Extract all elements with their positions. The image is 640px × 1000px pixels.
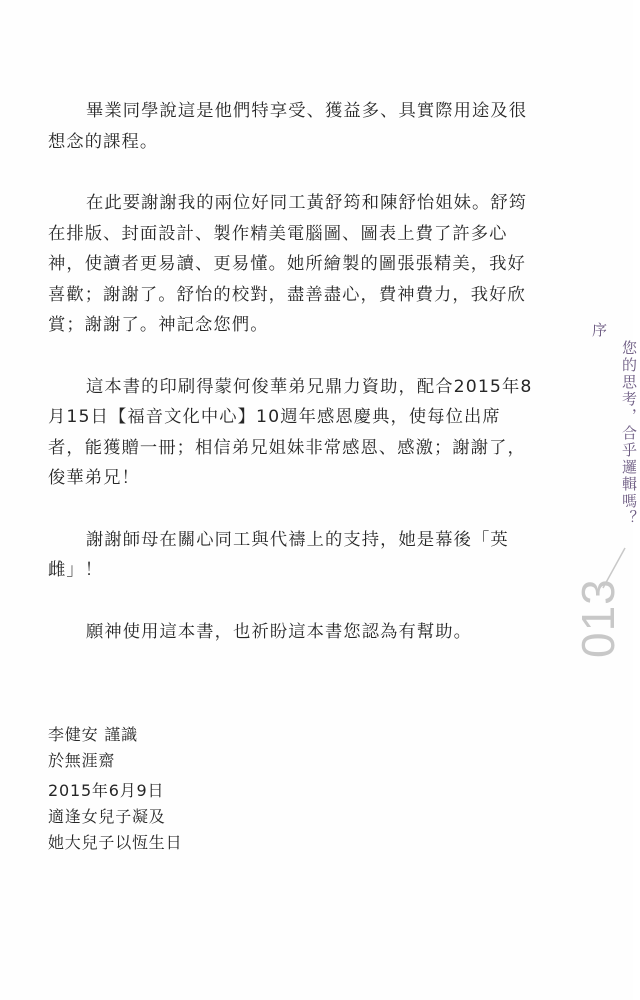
paragraph-thanks-coworkers: 在此要謝謝我的兩位好同工黃舒筠和陳舒怡姐妹。舒筠在排版、封面設計、製作精美電腦圖、圖表上費了許多心神，使讀者更易讀、更易懂。她所繪製的圖張張精美，我好喜歡；謝謝了。舒怡的校對，盡善盡心，費神費力，我好欣賞；謝謝了。神記念您們。 [48,193,528,335]
side-margin [563,0,638,1000]
signature-author: 李健安 謹識 [48,725,138,744]
paragraph-closing-wish: 願神使用這本書，也祈盼這本書您認為有幫助。 [86,621,473,642]
signature-block [48,722,348,856]
page-number: 013 [572,578,624,658]
preface-body [48,96,536,678]
page-number-slash-decoration [563,0,633,1000]
paragraph-graduates: 畢業同學說這是他們特享受、獲益多、具實際用途及很想念的課程。 [48,101,528,152]
running-book-title: 您的思考，合乎邏輯嗎？ [620,340,638,527]
signature-date: 2015年6月9日 [48,781,165,800]
signature-place: 於無涯齋 [48,751,116,770]
paragraph-printing-sponsor: 這本書的印刷得蒙何俊華弟兄鼎力資助，配合2015年8月15日【福音文化中心】10週年感恩慶典，使每位出席者，能獲贈一冊；相信弟兄姐妹非常感恩、感激；謝謝了，俊華弟兄！ [48,376,533,488]
signature-occasion-line2: 她大兒子以恆生日 [48,833,183,852]
signature-occasion-line1: 適逢女兒子凝及 [48,807,166,826]
chapter-label: 序 [590,322,608,338]
paragraph-thanks-wife: 謝謝師母在關心同工與代禱上的支持，她是幕後「英雌」！ [48,529,509,580]
